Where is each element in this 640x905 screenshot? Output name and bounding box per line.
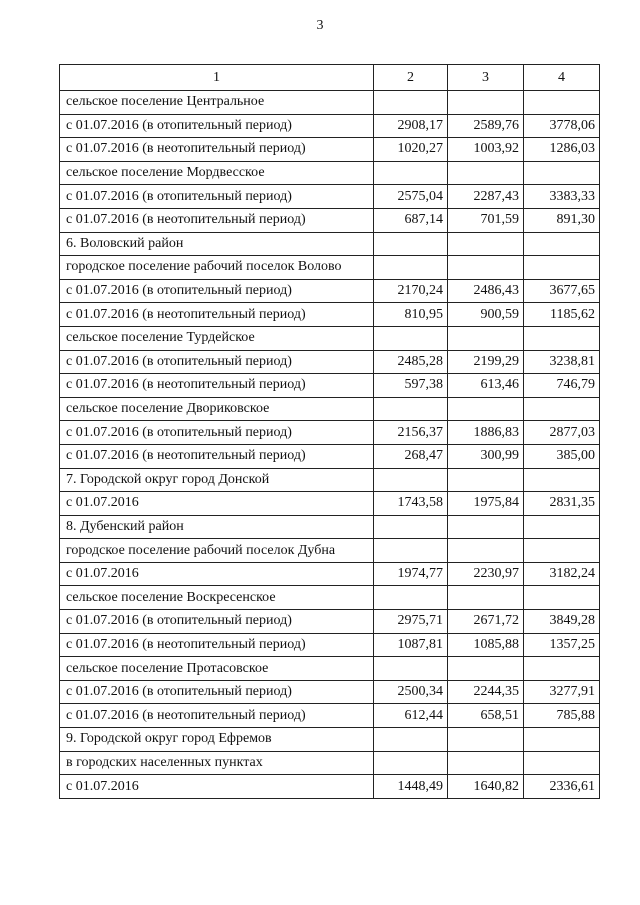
table-row — [60, 515, 600, 539]
row-label-cell: сельское поселение Мордвесское — [60, 161, 374, 185]
value-cell — [448, 161, 524, 185]
value-cell — [524, 751, 600, 775]
value-cell — [374, 397, 448, 421]
table-row — [60, 680, 600, 704]
row-label-cell: с 01.07.2016 (в отопительный период) — [60, 114, 374, 138]
table-body — [60, 91, 600, 799]
value-cell — [374, 91, 448, 115]
value-cell — [524, 539, 600, 563]
table-row — [60, 256, 600, 280]
table-row — [60, 610, 600, 634]
value-cell — [374, 232, 448, 256]
value-cell: 3277,91 — [524, 680, 600, 704]
value-cell — [448, 232, 524, 256]
column-header: 1 — [60, 65, 374, 91]
value-cell: 2877,03 — [524, 421, 600, 445]
value-cell: 1448,49 — [374, 775, 448, 799]
value-cell — [374, 586, 448, 610]
value-cell: 2336,61 — [524, 775, 600, 799]
value-cell — [524, 161, 600, 185]
row-label-cell: городское поселение рабочий поселок Волово — [60, 256, 374, 280]
value-cell: 701,59 — [448, 208, 524, 232]
table-row — [60, 728, 600, 752]
row-label-cell: с 01.07.2016 — [60, 492, 374, 516]
value-cell — [448, 539, 524, 563]
value-cell: 2500,34 — [374, 680, 448, 704]
table-row — [60, 492, 600, 516]
table-row — [60, 468, 600, 492]
value-cell: 785,88 — [524, 704, 600, 728]
table-row — [60, 138, 600, 162]
value-cell — [524, 657, 600, 681]
value-cell: 3677,65 — [524, 279, 600, 303]
table-row — [60, 91, 600, 115]
row-label-cell: сельское поселение Воскресенское — [60, 586, 374, 610]
table-row — [60, 208, 600, 232]
row-label-cell: с 01.07.2016 (в отопительный период) — [60, 185, 374, 209]
row-label-cell: сельское поселение Центральное — [60, 91, 374, 115]
value-cell: 1357,25 — [524, 633, 600, 657]
table-row — [60, 633, 600, 657]
value-cell — [524, 91, 600, 115]
value-cell: 2156,37 — [374, 421, 448, 445]
value-cell: 900,59 — [448, 303, 524, 327]
value-cell — [374, 539, 448, 563]
row-label-cell: с 01.07.2016 (в неотопительный период) — [60, 138, 374, 162]
row-label-cell: с 01.07.2016 (в отопительный период) — [60, 279, 374, 303]
column-header: 2 — [374, 65, 448, 91]
value-cell — [374, 468, 448, 492]
row-label-cell: 9. Городской округ город Ефремов — [60, 728, 374, 752]
value-cell — [374, 161, 448, 185]
table-row — [60, 586, 600, 610]
value-cell: 1286,03 — [524, 138, 600, 162]
table-row — [60, 775, 600, 799]
value-cell: 1085,88 — [448, 633, 524, 657]
row-label-cell: с 01.07.2016 (в отопительный период) — [60, 350, 374, 374]
value-cell: 2831,35 — [524, 492, 600, 516]
value-cell — [374, 657, 448, 681]
value-cell: 2287,43 — [448, 185, 524, 209]
table-row — [60, 421, 600, 445]
column-header: 3 — [448, 65, 524, 91]
table-row — [60, 374, 600, 398]
value-cell — [374, 751, 448, 775]
value-cell: 3849,28 — [524, 610, 600, 634]
table-row — [60, 444, 600, 468]
row-label-cell: городское поселение рабочий поселок Дубна — [60, 539, 374, 563]
value-cell: 2485,28 — [374, 350, 448, 374]
value-cell: 1886,83 — [448, 421, 524, 445]
value-cell: 1185,62 — [524, 303, 600, 327]
value-cell: 300,99 — [448, 444, 524, 468]
table-row — [60, 326, 600, 350]
value-cell: 3383,33 — [524, 185, 600, 209]
value-cell — [448, 468, 524, 492]
value-cell — [448, 751, 524, 775]
value-cell: 2199,29 — [448, 350, 524, 374]
value-cell: 268,47 — [374, 444, 448, 468]
value-cell — [448, 326, 524, 350]
value-cell — [448, 256, 524, 280]
value-cell: 687,14 — [374, 208, 448, 232]
row-label-cell: с 01.07.2016 (в неотопительный период) — [60, 303, 374, 327]
row-label-cell: 7. Городской округ город Донской — [60, 468, 374, 492]
value-cell: 1974,77 — [374, 562, 448, 586]
value-cell — [448, 728, 524, 752]
row-label-cell: с 01.07.2016 (в отопительный период) — [60, 610, 374, 634]
value-cell: 2230,97 — [448, 562, 524, 586]
value-cell: 3182,24 — [524, 562, 600, 586]
table-row — [60, 114, 600, 138]
value-cell: 891,30 — [524, 208, 600, 232]
row-label-cell: с 01.07.2016 (в неотопительный период) — [60, 704, 374, 728]
value-cell: 2908,17 — [374, 114, 448, 138]
row-label-cell: сельское поселение Турдейское — [60, 326, 374, 350]
row-label-cell: с 01.07.2016 (в неотопительный период) — [60, 208, 374, 232]
value-cell: 1975,84 — [448, 492, 524, 516]
row-label-cell: с 01.07.2016 (в неотопительный период) — [60, 444, 374, 468]
value-cell: 2575,04 — [374, 185, 448, 209]
value-cell — [374, 728, 448, 752]
table-row — [60, 279, 600, 303]
table-row — [60, 397, 600, 421]
value-cell — [374, 256, 448, 280]
value-cell: 385,00 — [524, 444, 600, 468]
value-cell — [448, 91, 524, 115]
row-label-cell: с 01.07.2016 (в неотопительный период) — [60, 374, 374, 398]
row-label-cell: 6. Воловский район — [60, 232, 374, 256]
value-cell: 746,79 — [524, 374, 600, 398]
value-cell: 3238,81 — [524, 350, 600, 374]
table-row — [60, 657, 600, 681]
table-row — [60, 161, 600, 185]
value-cell: 1640,82 — [448, 775, 524, 799]
value-cell — [374, 515, 448, 539]
value-cell: 613,46 — [448, 374, 524, 398]
value-cell: 1003,92 — [448, 138, 524, 162]
value-cell — [448, 657, 524, 681]
value-cell: 2975,71 — [374, 610, 448, 634]
value-cell — [448, 586, 524, 610]
value-cell: 612,44 — [374, 704, 448, 728]
value-cell: 597,38 — [374, 374, 448, 398]
row-label-cell: с 01.07.2016 (в отопительный период) — [60, 680, 374, 704]
row-label-cell: сельское поселение Двориковское — [60, 397, 374, 421]
value-cell: 2170,24 — [374, 279, 448, 303]
column-header: 4 — [524, 65, 600, 91]
row-label-cell: 8. Дубенский район — [60, 515, 374, 539]
value-cell — [524, 468, 600, 492]
value-cell — [524, 515, 600, 539]
value-cell — [524, 326, 600, 350]
value-cell: 810,95 — [374, 303, 448, 327]
value-cell: 1743,58 — [374, 492, 448, 516]
table-row — [60, 350, 600, 374]
page-number: 3 — [316, 18, 324, 33]
value-cell: 2589,76 — [448, 114, 524, 138]
value-cell — [524, 232, 600, 256]
value-cell — [374, 326, 448, 350]
row-label-cell: в городских населенных пунктах — [60, 751, 374, 775]
table-row — [60, 751, 600, 775]
value-cell: 2244,35 — [448, 680, 524, 704]
value-cell: 2671,72 — [448, 610, 524, 634]
value-cell: 2486,43 — [448, 279, 524, 303]
row-label-cell: с 01.07.2016 (в неотопительный период) — [60, 633, 374, 657]
table-row — [60, 303, 600, 327]
value-cell — [524, 728, 600, 752]
table-row — [60, 232, 600, 256]
value-cell — [448, 515, 524, 539]
row-label-cell: с 01.07.2016 — [60, 562, 374, 586]
table-row — [60, 562, 600, 586]
table-header-row — [60, 65, 600, 91]
value-cell — [524, 397, 600, 421]
table-row — [60, 704, 600, 728]
table-row — [60, 539, 600, 563]
row-label-cell: сельское поселение Протасовское — [60, 657, 374, 681]
row-label-cell: с 01.07.2016 (в отопительный период) — [60, 421, 374, 445]
tariff-table — [59, 64, 600, 799]
value-cell: 3778,06 — [524, 114, 600, 138]
value-cell — [448, 397, 524, 421]
table-row — [60, 185, 600, 209]
value-cell — [524, 256, 600, 280]
value-cell: 1020,27 — [374, 138, 448, 162]
value-cell: 658,51 — [448, 704, 524, 728]
value-cell — [524, 586, 600, 610]
row-label-cell: с 01.07.2016 — [60, 775, 374, 799]
value-cell: 1087,81 — [374, 633, 448, 657]
